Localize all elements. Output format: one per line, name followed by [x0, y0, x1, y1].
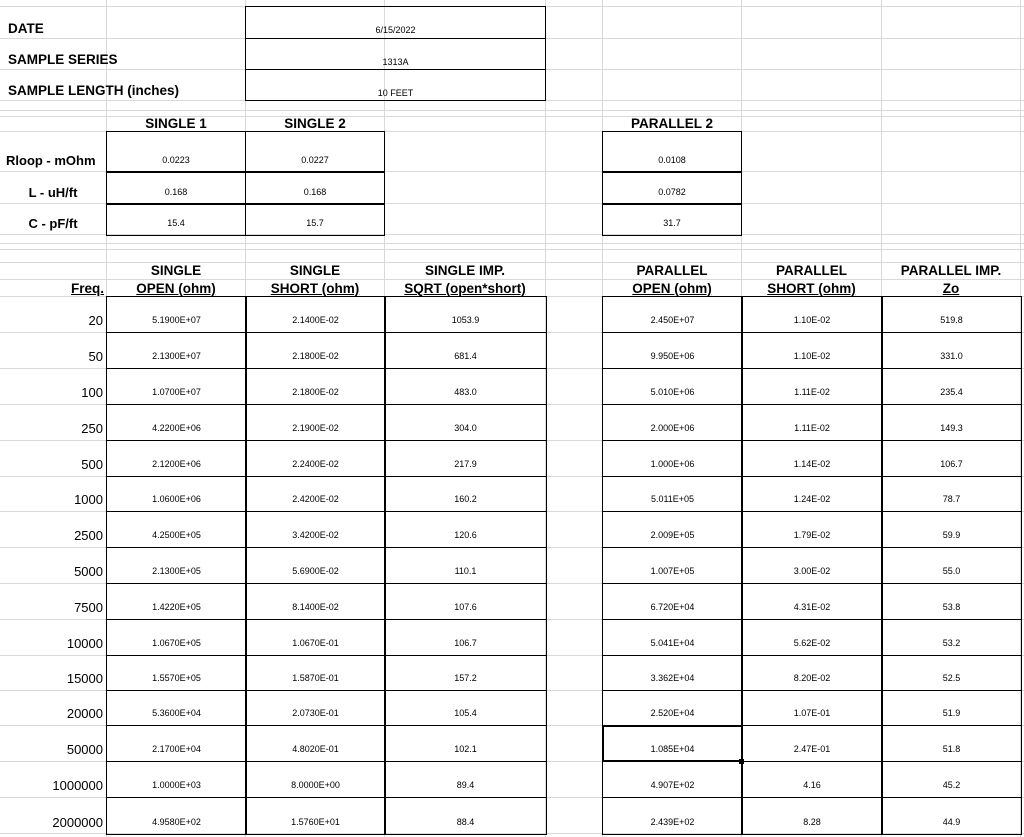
freq-cell[interactable]: 20 [88, 313, 103, 328]
single-short-cell[interactable]: 1.0670E-01 [245, 619, 386, 656]
single-open-cell[interactable]: 1.0000E+03 [106, 761, 247, 798]
summary-header-single2[interactable]: SINGLE 2 [284, 116, 346, 131]
freq-header[interactable]: Freq. [70, 281, 104, 296]
column-header-top[interactable]: SINGLE IMP. [424, 263, 506, 278]
parallel-open-cell[interactable]: 2.439E+02 [602, 797, 743, 835]
parallel-short-cell[interactable]: 1.79E-02 [741, 511, 883, 548]
parallel-short-cell[interactable]: 1.14E-02 [741, 440, 883, 477]
column-header-bottom[interactable]: Zo [942, 281, 960, 296]
parallel-short-cell[interactable]: 1.24E-02 [741, 476, 883, 512]
single-short-cell[interactable]: 2.1900E-02 [245, 404, 386, 441]
summary-single2-cell[interactable]: 15.7 [245, 203, 385, 236]
parallel-open-cell[interactable]: 2.009E+05 [602, 511, 743, 548]
parallel-open-cell[interactable]: 6.720E+04 [602, 583, 743, 620]
freq-cell[interactable]: 250 [81, 421, 103, 436]
single-imp-cell[interactable]: 483.0 [384, 368, 547, 405]
parallel-short-cell[interactable]: 1.11E-02 [741, 368, 883, 405]
single-imp-cell[interactable]: 157.2 [384, 655, 547, 691]
date-label[interactable]: DATE [8, 21, 44, 36]
single-imp-cell[interactable]: 107.6 [384, 583, 547, 620]
parallel-short-cell[interactable]: 2.47E-01 [741, 725, 883, 762]
single-imp-cell[interactable]: 160.2 [384, 476, 547, 512]
single-open-cell[interactable]: 2.1700E+04 [106, 725, 247, 762]
parallel-imp-cell[interactable]: 45.2 [881, 761, 1022, 798]
column-header-bottom[interactable]: OPEN (ohm) [632, 281, 712, 296]
column-header-top[interactable]: PARALLEL [636, 263, 708, 278]
parallel-open-cell[interactable]: 5.011E+05 [602, 476, 743, 512]
single-imp-cell[interactable]: 681.4 [384, 332, 547, 369]
parallel-imp-cell[interactable]: 55.0 [881, 547, 1022, 584]
selection-fill-handle[interactable] [739, 759, 744, 764]
parallel-imp-cell[interactable]: 106.7 [881, 440, 1022, 477]
freq-cell[interactable]: 15000 [66, 671, 103, 686]
sample-series-label[interactable]: SAMPLE SERIES [8, 52, 118, 67]
parallel-short-cell[interactable]: 3.00E-02 [741, 547, 883, 584]
summary-row-label[interactable]: C - pF/ft [28, 216, 78, 231]
column-header-top[interactable]: PARALLEL [776, 263, 847, 278]
summary-parallel2-cell[interactable]: 31.7 [602, 203, 742, 236]
column-header-bottom[interactable]: SQRT (open*short) [404, 281, 526, 296]
column-header-top[interactable]: SINGLE [150, 263, 202, 278]
summary-single1-cell[interactable]: 0.0223 [106, 131, 246, 173]
single-open-cell[interactable]: 1.4220E+05 [106, 583, 247, 620]
parallel-short-cell[interactable]: 4.16 [741, 761, 883, 798]
sample-length-value-cell[interactable]: 10 FEET [245, 69, 546, 101]
single-imp-cell[interactable]: 1053.9 [384, 296, 547, 333]
single-imp-cell[interactable]: 105.4 [384, 690, 547, 726]
parallel-imp-cell[interactable]: 52.5 [881, 655, 1022, 691]
summary-single1-cell[interactable]: 15.4 [106, 203, 246, 236]
single-open-cell[interactable]: 2.1200E+06 [106, 440, 247, 477]
date-value-cell[interactable]: 6/15/2022 [245, 6, 546, 39]
single-open-cell[interactable]: 1.0670E+05 [106, 619, 247, 656]
parallel-short-cell[interactable]: 1.07E-01 [741, 690, 883, 726]
single-imp-cell[interactable]: 89.4 [384, 761, 547, 798]
single-imp-cell[interactable]: 110.1 [384, 547, 547, 584]
parallel-open-cell[interactable]: 2.000E+06 [602, 404, 743, 441]
single-open-cell[interactable]: 1.5570E+05 [106, 655, 247, 691]
freq-cell[interactable]: 5000 [74, 564, 103, 579]
summary-parallel2-cell[interactable]: 0.0108 [602, 131, 742, 173]
single-short-cell[interactable]: 3.4200E-02 [245, 511, 386, 548]
parallel-short-cell[interactable]: 1.10E-02 [741, 332, 883, 369]
single-open-cell[interactable]: 4.2500E+05 [106, 511, 247, 548]
freq-cell[interactable]: 500 [81, 457, 103, 472]
single-short-cell[interactable]: 1.5870E-01 [245, 655, 386, 691]
parallel-imp-cell[interactable]: 78.7 [881, 476, 1022, 512]
single-short-cell[interactable]: 8.1400E-02 [245, 583, 386, 620]
column-header-top[interactable]: SINGLE [289, 263, 341, 278]
parallel-open-cell[interactable]: 4.907E+02 [602, 761, 743, 798]
single-open-cell[interactable]: 1.0700E+07 [106, 368, 247, 405]
parallel-open-cell[interactable]: 3.362E+04 [602, 655, 743, 691]
parallel-open-cell[interactable]: 1.007E+05 [602, 547, 743, 584]
single-short-cell[interactable]: 2.1800E-02 [245, 332, 386, 369]
freq-cell[interactable]: 20000 [66, 706, 103, 721]
single-short-cell[interactable]: 2.2400E-02 [245, 440, 386, 477]
parallel-short-cell[interactable]: 8.20E-02 [741, 655, 883, 691]
summary-single2-cell[interactable]: 0.168 [245, 171, 385, 205]
single-imp-cell[interactable]: 88.4 [384, 797, 547, 835]
freq-cell[interactable]: 1000 [74, 492, 103, 507]
sample-length-label[interactable]: SAMPLE LENGTH (inches) [8, 83, 180, 98]
freq-cell[interactable]: 100 [81, 385, 103, 400]
parallel-imp-cell[interactable]: 53.8 [881, 583, 1022, 620]
parallel-imp-cell[interactable]: 235.4 [881, 368, 1022, 405]
summary-single2-cell[interactable]: 0.0227 [245, 131, 385, 173]
single-short-cell[interactable]: 1.5760E+01 [245, 797, 386, 835]
parallel-imp-cell[interactable]: 44.9 [881, 797, 1022, 835]
parallel-open-cell[interactable]: 5.041E+04 [602, 619, 743, 656]
single-short-cell[interactable]: 2.4200E-02 [245, 476, 386, 512]
freq-cell[interactable]: 2500 [74, 528, 103, 543]
single-open-cell[interactable]: 1.0600E+06 [106, 476, 247, 512]
summary-header-single1[interactable]: SINGLE 1 [145, 116, 207, 131]
single-open-cell[interactable]: 5.3600E+04 [106, 690, 247, 726]
parallel-open-cell[interactable]: 2.450E+07 [602, 296, 743, 333]
summary-header-parallel2[interactable]: PARALLEL 2 [630, 116, 713, 131]
single-short-cell[interactable]: 8.0000E+00 [245, 761, 386, 798]
parallel-open-cell[interactable]: 1.085E+04 [602, 725, 743, 762]
single-imp-cell[interactable]: 106.7 [384, 619, 547, 656]
parallel-imp-cell[interactable]: 59.9 [881, 511, 1022, 548]
single-short-cell[interactable]: 4.8020E-01 [245, 725, 386, 762]
parallel-short-cell[interactable]: 8.28 [741, 797, 883, 835]
parallel-open-cell[interactable]: 5.010E+06 [602, 368, 743, 405]
summary-single1-cell[interactable]: 0.168 [106, 171, 246, 205]
single-imp-cell[interactable]: 304.0 [384, 404, 547, 441]
parallel-open-cell[interactable]: 9.950E+06 [602, 332, 743, 369]
summary-row-label[interactable]: L - uH/ft [28, 185, 78, 200]
parallel-short-cell[interactable]: 5.62E-02 [741, 619, 883, 656]
parallel-open-cell[interactable]: 1.000E+06 [602, 440, 743, 477]
parallel-imp-cell[interactable]: 51.9 [881, 690, 1022, 726]
column-header-bottom[interactable]: SHORT (ohm) [270, 281, 360, 296]
parallel-short-cell[interactable]: 4.31E-02 [741, 583, 883, 620]
sample-series-value-cell[interactable]: 1313A [245, 38, 546, 70]
parallel-imp-cell[interactable]: 519.8 [881, 296, 1022, 333]
freq-cell[interactable]: 50 [88, 349, 103, 364]
column-header-bottom[interactable]: OPEN (ohm) [136, 281, 216, 296]
freq-cell[interactable]: 7500 [74, 600, 103, 615]
single-imp-cell[interactable]: 120.6 [384, 511, 547, 548]
single-short-cell[interactable]: 2.1800E-02 [245, 368, 386, 405]
freq-cell[interactable]: 50000 [66, 742, 103, 757]
single-open-cell[interactable]: 4.9580E+02 [106, 797, 247, 835]
single-open-cell[interactable]: 2.1300E+05 [106, 547, 247, 584]
single-open-cell[interactable]: 2.1300E+07 [106, 332, 247, 369]
summary-parallel2-cell[interactable]: 0.0782 [602, 171, 742, 205]
single-short-cell[interactable]: 5.6900E-02 [245, 547, 386, 584]
parallel-imp-cell[interactable]: 51.8 [881, 725, 1022, 762]
single-open-cell[interactable]: 5.1900E+07 [106, 296, 247, 333]
parallel-open-cell[interactable]: 2.520E+04 [602, 690, 743, 726]
single-open-cell[interactable]: 4.2200E+06 [106, 404, 247, 441]
parallel-imp-cell[interactable]: 53.2 [881, 619, 1022, 656]
single-short-cell[interactable]: 2.0730E-01 [245, 690, 386, 726]
parallel-imp-cell[interactable]: 331.0 [881, 332, 1022, 369]
column-header-bottom[interactable]: SHORT (ohm) [767, 281, 856, 296]
freq-cell[interactable]: 1000000 [52, 778, 103, 793]
parallel-short-cell[interactable]: 1.11E-02 [741, 404, 883, 441]
parallel-imp-cell[interactable]: 149.3 [881, 404, 1022, 441]
single-short-cell[interactable]: 2.1400E-02 [245, 296, 386, 333]
freq-cell[interactable]: 10000 [66, 636, 103, 651]
freq-cell[interactable]: 2000000 [52, 815, 103, 830]
column-header-top[interactable]: PARALLEL IMP. [900, 263, 1002, 278]
summary-row-label[interactable]: Rloop - mOhm [6, 153, 96, 168]
parallel-short-cell[interactable]: 1.10E-02 [741, 296, 883, 333]
single-imp-cell[interactable]: 102.1 [384, 725, 547, 762]
single-imp-cell[interactable]: 217.9 [384, 440, 547, 477]
